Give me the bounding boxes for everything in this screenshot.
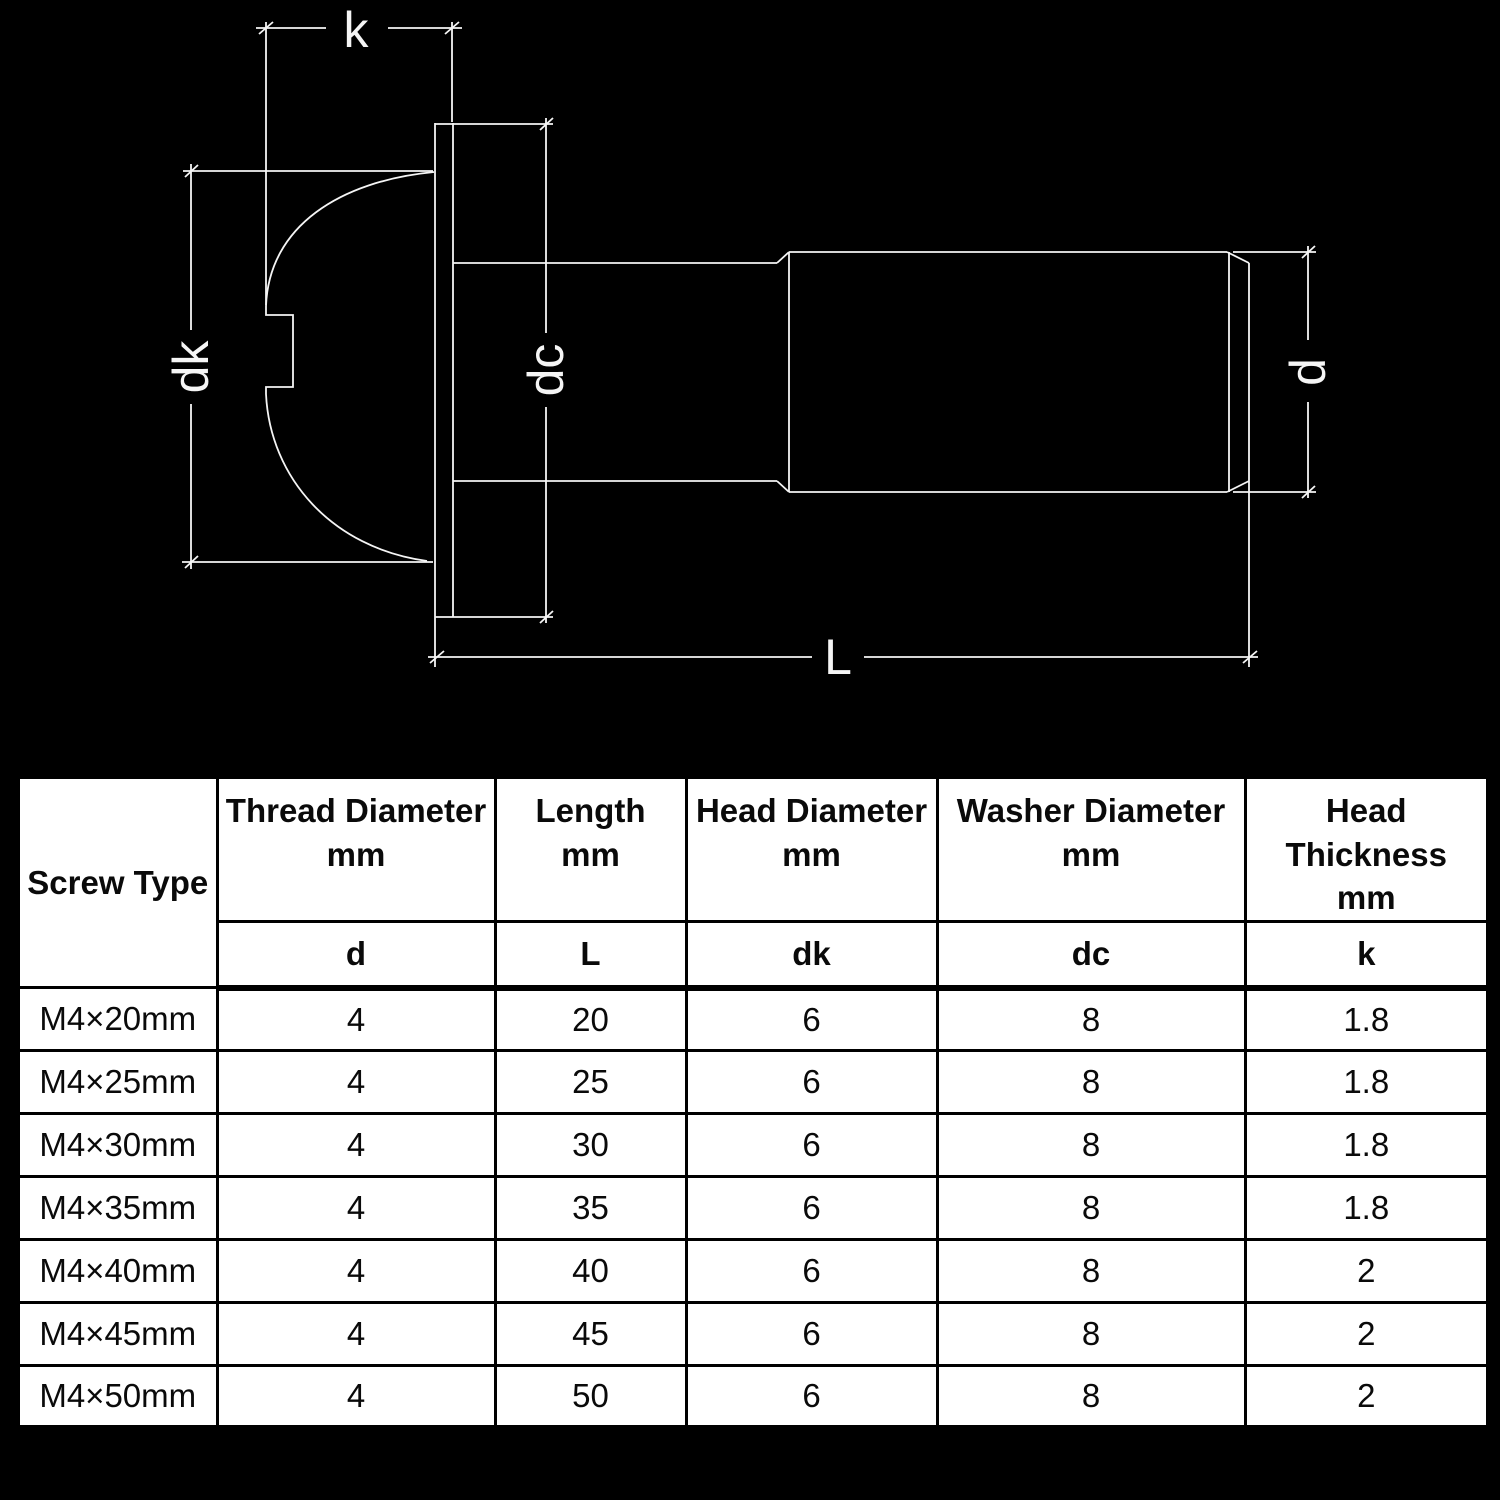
- column-title: Head Thickness: [1285, 792, 1447, 873]
- shank-outline: [453, 252, 789, 492]
- cell-d: 4: [217, 1303, 495, 1366]
- column-title: Washer Diameter: [956, 792, 1226, 829]
- column-unit: mm: [326, 835, 386, 873]
- cell-dc: 8: [937, 1177, 1245, 1240]
- cell-dc: 8: [937, 1051, 1245, 1114]
- column-title: Head Diameter: [695, 792, 928, 829]
- column-symbol-L: L: [495, 921, 686, 988]
- dimension-k: [256, 2, 462, 305]
- column-header-thread-diameter: [217, 777, 495, 921]
- table-row: [18, 1366, 1488, 1429]
- cell-k: 2: [1245, 1303, 1488, 1366]
- column-unit: mm: [561, 835, 620, 873]
- cell-d: 4: [217, 1177, 495, 1240]
- column-header-head-thickness: [1245, 777, 1488, 921]
- cell-screw-type: M4×30mm: [18, 1114, 217, 1177]
- cell-screw-type: M4×25mm: [18, 1051, 217, 1114]
- cell-L: 40: [495, 1240, 686, 1303]
- cell-d: 4: [217, 1051, 495, 1114]
- dim-label-dc: dc: [518, 343, 574, 397]
- cell-dc: 8: [937, 988, 1245, 1051]
- cell-dk: 6: [686, 1303, 937, 1366]
- cell-d: 4: [217, 1114, 495, 1177]
- cell-dk: 6: [686, 1366, 937, 1429]
- column-symbol-d: d: [217, 921, 495, 988]
- cell-L: 20: [495, 988, 686, 1051]
- cell-k: 2: [1245, 1366, 1488, 1429]
- cell-L: 35: [495, 1177, 686, 1240]
- cell-screw-type: M4×35mm: [18, 1177, 217, 1240]
- cell-k: 2: [1245, 1240, 1488, 1303]
- screw-spec-table: [16, 775, 1490, 1432]
- screw-head-outline: [266, 172, 434, 561]
- column-header-head-diameter: [686, 777, 937, 921]
- dimension-dk: [163, 164, 433, 569]
- dimension-dc: [518, 118, 574, 623]
- cell-k: 1.8: [1245, 1114, 1488, 1177]
- cell-dk: 6: [686, 1114, 937, 1177]
- cell-dk: 6: [686, 1177, 937, 1240]
- cell-dc: 8: [937, 1366, 1245, 1429]
- dim-label-k: k: [343, 2, 369, 58]
- column-symbol-dk: dk: [686, 921, 937, 988]
- cell-dk: 6: [686, 1051, 937, 1114]
- column-header-washer-diameter: [937, 777, 1245, 921]
- cell-L: 45: [495, 1303, 686, 1366]
- column-header-screw-type: Screw Type: [18, 777, 217, 988]
- dimension-L: [428, 629, 1258, 685]
- table-row: [18, 1114, 1488, 1177]
- column-title: Thread Diameter: [225, 792, 487, 829]
- table-row: [18, 1303, 1488, 1366]
- cell-dc: 8: [937, 1303, 1245, 1366]
- dim-label-dk: dk: [163, 340, 219, 394]
- column-unit: mm: [1336, 879, 1396, 917]
- cell-screw-type: M4×50mm: [18, 1366, 217, 1429]
- cell-d: 4: [217, 988, 495, 1051]
- table-row: [18, 988, 1488, 1051]
- cell-dk: 6: [686, 1240, 937, 1303]
- cell-d: 4: [217, 1366, 495, 1429]
- cell-d: 4: [217, 1240, 495, 1303]
- cell-L: 25: [495, 1051, 686, 1114]
- column-symbol-dc: dc: [937, 921, 1245, 988]
- cell-screw-type: M4×45mm: [18, 1303, 217, 1366]
- table-row: [18, 1240, 1488, 1303]
- dim-label-d: d: [1280, 358, 1336, 386]
- cell-L: 50: [495, 1366, 686, 1429]
- cell-k: 1.8: [1245, 1051, 1488, 1114]
- dim-label-L: L: [824, 629, 852, 685]
- cell-dc: 8: [937, 1240, 1245, 1303]
- cell-k: 1.8: [1245, 988, 1488, 1051]
- cell-screw-type: M4×20mm: [18, 988, 217, 1051]
- column-symbol-k: k: [1245, 921, 1488, 988]
- cell-k: 1.8: [1245, 1177, 1488, 1240]
- column-unit: mm: [1061, 835, 1121, 873]
- cell-L: 30: [495, 1114, 686, 1177]
- thread-outline: [789, 252, 1249, 667]
- cell-screw-type: M4×40mm: [18, 1240, 217, 1303]
- table-row: [18, 1177, 1488, 1240]
- cell-dc: 8: [937, 1114, 1245, 1177]
- column-unit: mm: [782, 835, 841, 873]
- cell-dk: 6: [686, 988, 937, 1051]
- column-header-length: [495, 777, 686, 921]
- column-title: Length: [535, 792, 646, 829]
- table-row: [18, 1051, 1488, 1114]
